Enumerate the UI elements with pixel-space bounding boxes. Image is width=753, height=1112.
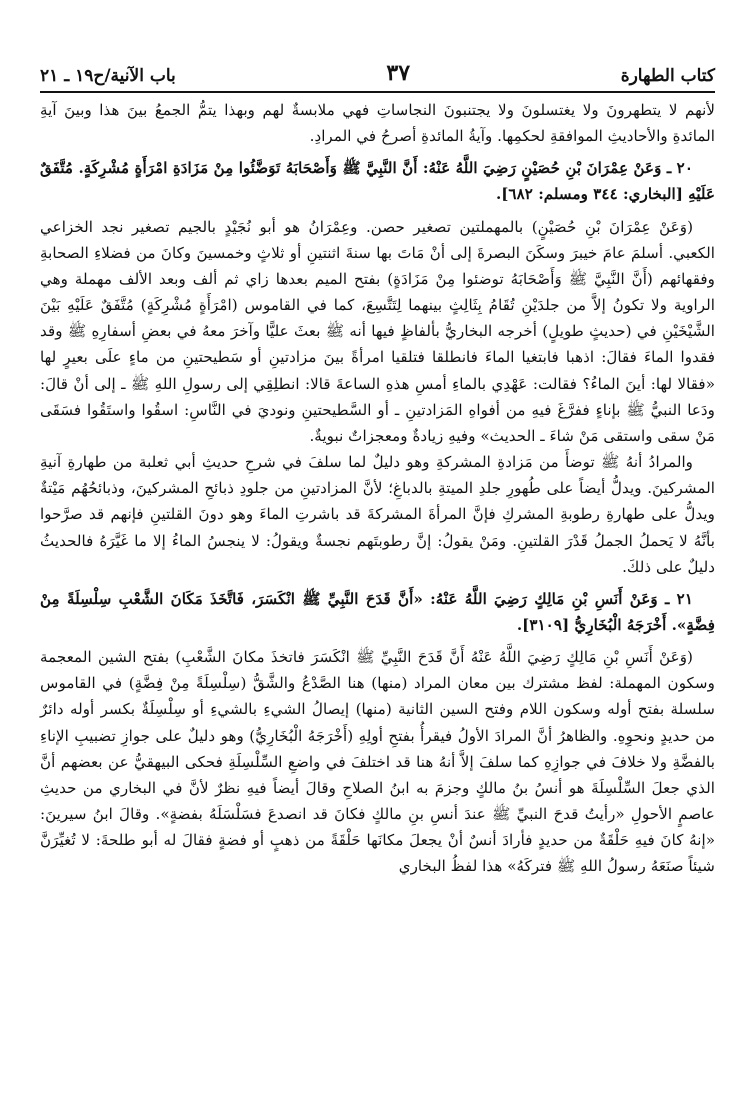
hadith-21: ٢١ ـ وَعَنْ أَنَسِ بْنِ مَالِكٍ رَضِيَ اللَّهُ عَنْهُ: «أَنَّ قَدَحَ النَّبِيِّ ﷺ انْكَسَرَ، فَاتَّخَذَ مَكَانَ الشَّعْبِ سِلْسِلَةً مِنْ فِضَّةٍ». أَخْرَجَهُ الْبُخَارِيُّ [٣١٠٩]. <box>40 589 715 634</box>
header-chapter-title: باب الآنية/ح١٩ ـ ٢١ <box>40 66 176 86</box>
commentary-20-ruling: والمرادُ أنهُ ﷺ توضأَ من مَزادةِ المشركةِ وهو دليلٌ لما سلفَ في شرحِ حديثِ أبي ثعلبة من طهارةِ آنيةِ المشركينَ. ويدلُّ أيضاً على طُهورِ جلدِ الميتةِ بالدباغِ؛ لأنَّ المزادتينِ من جلودِ ذبائحِ المشركينَ، وذبائحُهُم مَيْتةٌ ويدلُّ على طهارةِ رطوبةِ المشركِ فإنَّ المرأةَ المشركةَ قد باشرتِ الماءَ وهو دونَ القلتينِ فإنهم قد صرَّحوا بأنَّهُ لا يَحملُ الجملُ قَدْرَ القلتينِ. ومَنْ يقولُ: إنَّ رطوبتَهم نجسةٌ ويقولُ: لا ينجسُ الماءُ إلا ما غَيَّرَهُ فالحديثُ دليلٌ على ذلكَ. <box>40 453 715 576</box>
page-body <box>40 97 715 1102</box>
header-book-title: كتاب الطهارة <box>620 66 715 86</box>
commentary-20: (وَعَنْ عِمْرَانَ بْنِ حُصَيْنٍ) بالمهملتين تصغير حصن. وعِمْرَانُ هو أبو نُجَيْدٍ بالجيم تصغير نجد الخزاعي الكعبي. أسلمَ عامَ خيبرَ وسكَنَ البصرةَ إلى أنْ مَاتَ بها سنةَ اثنتينِ أو ثلاثٍ وخمسينَ وكانَ من فضلاءِ الصحابةِ وفقهائهم (أَنَّ النَّبِيَّ ﷺ وَأَصْحَابَهُ توضئوا مِنْ مَزَادَةٍ) بفتح الميم بعدها زاي ثم ألف وبعد الألف مهملة وهي الراوية ولا تكونُ إلاَّ من جلدَيْنِ تُقَامُ بِثَالِثٍ بينهما لِتَتَّسِعَ، كما في القاموس (امْرَأَةٍ مُشْرِكَةٍ) مُتَّفَقٌ عَلَيْهِ بَيْنَ الشَّيْخَيْنِ في (حديثٍ طويلٍ) أخرجه البخاريُّ بألفاظٍ فيها أنه ﷺ بعثَ عليًّا وآخرَ معهُ في بعضِ أسفارِهِ ﷺ وقد فقدوا الماءَ فقالَ: اذهبا فابتغيا الماءَ فانطلقا فتلقيا امرأةً بينَ مزادتينِ أو سَطيحتينِ من ماءٍ علَى بعيرٍ لها «فقالا لها: أينَ الماءُ؟ فقالت: عَهْدِي بالماءِ أمسِ هذهِ الساعةَ قالا: انطلِقِي إلى رسولِ اللهِ ﷺ ـ إلى أنْ قالَ: ودَعا النبيُّ ﷺ بإناءٍ ففرَّغَ فيهِ من أفواهِ المَزادتينِ ـ أو السَّطيحتينِ ونوديَ في النَّاسِ: اسقُوا واستَقُوا فسَقَى مَنْ سقى واستقى مَنْ شاءَ ـ الحديث» وفيهِ زيادةٌ ومعجزاتٌ نبويةٌ. <box>40 217 715 445</box>
hadith-20: ٢٠ ـ وَعَنْ عِمْرَانَ بْنِ حُصَيْنٍ رَضِيَ اللَّهُ عَنْهُ: أَنَّ النَّبِيَّ ﷺ وَأَصْحَابَهُ تَوَضَّئُوا مِنْ مَزَادَةِ امْرَأَةٍ مُشْرِكَةٍ. مُتَّفَقٌ عَلَيْهِ [البخاري: ٣٤٤ ومسلم: ٦٨٢]. <box>40 159 715 204</box>
header-divider <box>40 91 715 93</box>
running-header <box>40 58 715 86</box>
commentary-21: (وَعَنْ أَنَسِ بْنِ مَالِكٍ رَضِيَ اللَّهُ عَنْهُ أَنَّ قَدَحَ النَّبِيِّ ﷺ انْكَسَرَ فاتخذَ مكانَ الشَّعْبِ) بفتح الشين المعجمة وسكون المهملة: لفظ مشترك بين معان المراد (منها) هنا الصَّدْعُ والشَّقُّ (سِلْسِلَةً مِنْ فِضَّةٍ) في القاموس سلسلة بفتح أوله وسكون اللام وفتح السين الثانية (منها) إيصالُ الشيءِ بالشيءِ أو سِلْسِلَةٌ بكسر أوله دائرٌ من حديدٍ ونحوِهِ. والظاهرُ أنَّ المرادَ الأولُ فيقرأُ بفتحِ أولِهِ (أَخْرَجَهُ الْبُخَارِيُّ) وهو دليلٌ على جوازِ تضبيبِ الإناءِ بالفضَّةِ ولا خلافَ في جوازِهِ كما سلفَ إلاَّ أنهُ هنا قد اختلفَ في واضعِ السِّلْسِلَةِ فحكى البيهقيُّ عن بعضهم أنَّ الذي جعلَ السِّلْسِلَةَ هو أنسُ بنُ مالكٍ وجزمَ به ابنُ الصلاحِ وقالَ أيضاً فيهِ نظرٌ لأنَّ في البخاري من حديثِ عاصمٍ الأحولِ «رأيتُ قدحَ النبيِّ ﷺ عندَ أنسِ بنِ مالكٍ فكانَ قد انصدعَ فسَلْسَلَهُ بفضةٍ». وقالَ ابنُ سيرينَ: «إنهُ كانَ فيهِ حَلْقَةٌ من حديدٍ فأرادَ أنسٌ أنْ يجعلَ مكانَها حَلْقَةً من ذهبٍ أو فضةٍ فقالَ له أبو طلحةَ: لا تُغيِّرَنَّ شيئاً صنَعَهُ رسولُ اللهِ ﷺ فتركَهُ» هذا لفظُ البخاري <box>40 648 715 876</box>
paragraph-continuation: لأنهم لا يتطهرونَ ولا يغتسلونَ ولا يجتنبونَ النجاساتِ فهي ملابسةٌ لهم وبهذا يتمُّ الجمعُ بينَ هذا وبينَ آيةِ المائدةِ والأحاديثِ الموافقةِ لحكمِها. وآيةُ المائدةِ أصرحُ في المرادِ. <box>40 101 715 146</box>
page-number: ٣٧ <box>386 60 411 86</box>
